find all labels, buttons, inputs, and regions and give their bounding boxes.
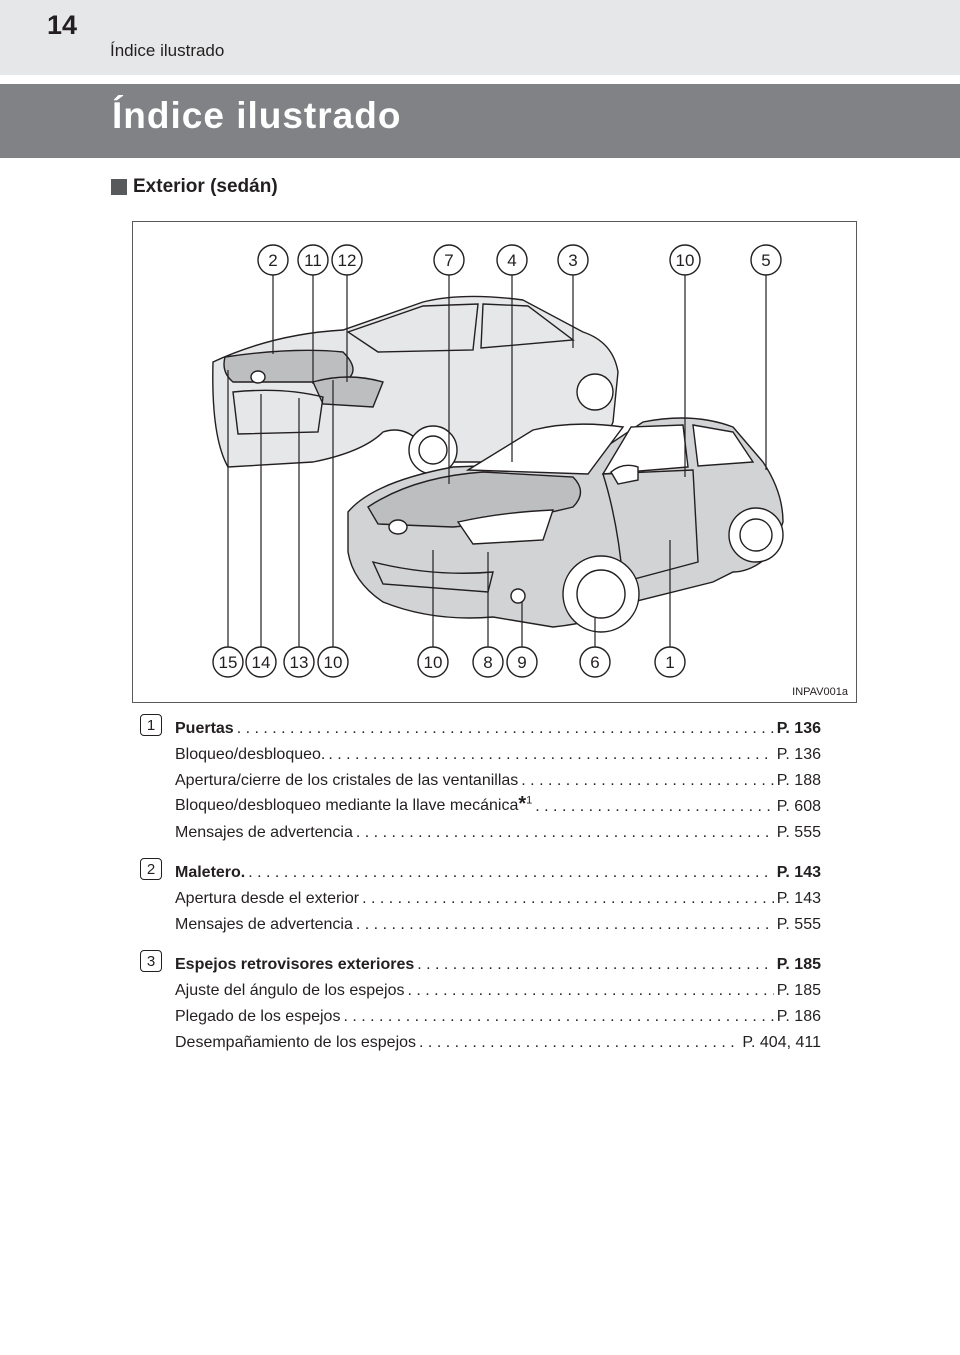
running-title: Índice ilustrado xyxy=(110,41,225,60)
leader-dots xyxy=(362,890,774,908)
entry-item[interactable] xyxy=(175,738,821,764)
entry-item[interactable] xyxy=(175,908,821,934)
page-number: 14 xyxy=(47,10,78,40)
entry-heading[interactable] xyxy=(175,856,821,882)
entry-heading-label: Espejos retrovisores exteriores xyxy=(175,956,415,973)
rear-car-wheel xyxy=(409,426,457,474)
entry-item-label: Apertura/cierre de los cristales de las ventanillas xyxy=(175,772,519,789)
footnote-marker: * xyxy=(518,793,527,815)
front-emblem xyxy=(389,520,407,534)
entry-item-label: Apertura desde el exterior xyxy=(175,890,360,907)
entry-number-badge: 1 xyxy=(140,714,162,736)
callout-number: 5 xyxy=(761,251,771,270)
callout-number: 11 xyxy=(304,251,322,270)
leader-dots xyxy=(535,798,774,816)
fog-light xyxy=(511,589,525,603)
entry-group xyxy=(136,948,821,1052)
page-title: Índice ilustrado xyxy=(112,95,402,136)
callout-number: 8 xyxy=(483,653,493,672)
header-strip xyxy=(0,0,960,75)
leader-dots xyxy=(408,982,774,1000)
callout-number: 10 xyxy=(323,653,343,672)
entry-group xyxy=(136,712,821,842)
callout-number: 13 xyxy=(289,653,309,672)
page-reference[interactable]: P. 143 xyxy=(776,864,821,881)
page-reference[interactable]: P. 404, 411 xyxy=(742,1034,821,1051)
leader-dots xyxy=(356,916,774,934)
rear-car-front-wheel xyxy=(577,374,613,410)
car-illustration xyxy=(132,221,857,703)
page-reference[interactable]: P. 143 xyxy=(776,890,821,907)
entry-number-badge: 3 xyxy=(140,950,162,972)
car-drawing xyxy=(133,222,856,702)
entry-list xyxy=(136,712,821,1066)
rear-emblem xyxy=(251,371,265,383)
callout-number: 10 xyxy=(675,251,695,270)
callout-number: 2 xyxy=(268,251,278,270)
entry-item[interactable] xyxy=(175,790,821,816)
entry-item-label: Bloqueo/desbloqueo mediante la llave mecánica*$^1$ xyxy=(175,793,533,815)
leader-dots xyxy=(521,772,774,790)
entry-heading-label: Maletero. xyxy=(175,864,246,881)
callout-number: 9 xyxy=(517,653,527,672)
front-wheel xyxy=(563,556,639,632)
page-reference[interactable]: P. 186 xyxy=(776,1008,821,1025)
section-marker-icon xyxy=(111,179,127,195)
callouts-top xyxy=(258,245,781,275)
footnote-number: 1 xyxy=(526,794,533,807)
rear-wheel xyxy=(729,508,783,562)
callout-number: 10 xyxy=(423,653,443,672)
page-reference[interactable]: P. 188 xyxy=(776,772,821,789)
callouts-bottom xyxy=(213,647,685,677)
entry-item-label: Desempañamiento de los espejos xyxy=(175,1034,417,1051)
figure-code: INPAV001a xyxy=(792,686,848,698)
entry-item-label: Plegado de los espejos xyxy=(175,1008,341,1025)
page-reference[interactable]: P. 555 xyxy=(776,916,821,933)
page-reference[interactable]: P. 185 xyxy=(776,956,821,973)
entry-item-label: Mensajes de advertencia xyxy=(175,824,353,841)
leader-dots xyxy=(419,1034,739,1052)
entry-item[interactable] xyxy=(175,974,821,1000)
entry-heading[interactable] xyxy=(175,948,821,974)
entry-item-label: Ajuste del ángulo de los espejos xyxy=(175,982,405,999)
page-reference[interactable]: P. 555 xyxy=(776,824,821,841)
entry-item-label: Mensajes de advertencia xyxy=(175,916,353,933)
entry-heading[interactable] xyxy=(175,712,821,738)
leader-dots xyxy=(248,864,774,882)
entry-item-label: Bloqueo/desbloqueo. xyxy=(175,746,326,763)
callout-number: 4 xyxy=(507,251,517,270)
page-reference[interactable]: P. 185 xyxy=(776,982,821,999)
callout-number: 14 xyxy=(251,653,271,672)
entry-item[interactable] xyxy=(175,882,821,908)
entry-item[interactable] xyxy=(175,1000,821,1026)
callout-number: 3 xyxy=(568,251,578,270)
leader-dots xyxy=(356,824,774,842)
callout-number: 7 xyxy=(444,251,454,270)
entry-number-badge: 2 xyxy=(140,858,162,880)
entry-item[interactable] xyxy=(175,764,821,790)
rear-lamp xyxy=(313,377,383,407)
page-reference[interactable]: P. 608 xyxy=(776,798,821,815)
entry-item[interactable] xyxy=(175,816,821,842)
entry-group xyxy=(136,856,821,934)
leader-dots xyxy=(328,746,773,764)
callout-number: 6 xyxy=(590,653,600,672)
leader-dots xyxy=(343,1008,773,1026)
page-reference[interactable]: P. 136 xyxy=(776,746,821,763)
entry-heading-label: Puertas xyxy=(175,720,234,737)
entry-item[interactable] xyxy=(175,1026,821,1052)
leader-dots xyxy=(237,720,774,738)
callout-number: 12 xyxy=(337,251,357,270)
leader-dots xyxy=(417,956,774,974)
page-reference[interactable]: P. 136 xyxy=(776,720,821,737)
section-title: Exterior (sedán) xyxy=(133,176,278,197)
callout-number: 1 xyxy=(665,653,675,672)
callout-number: 15 xyxy=(218,653,238,672)
